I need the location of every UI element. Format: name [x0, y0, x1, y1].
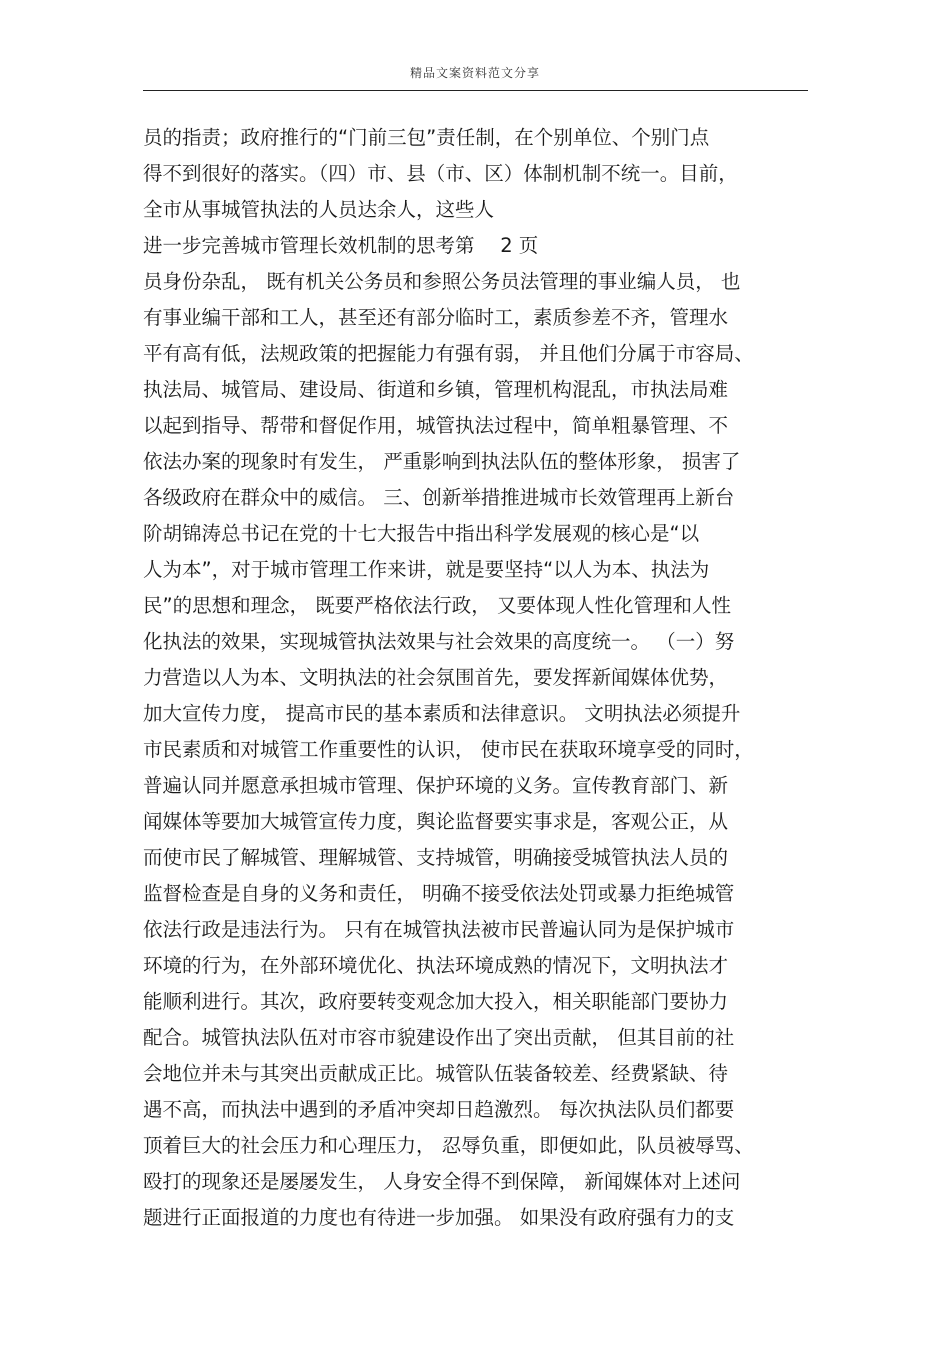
text-line: 依法办案的现象时有发生， 严重影响到执法队伍的整体形象， 损害了 [143, 450, 741, 473]
text-line: 环境的行为，在外部环境优化、执法环境成熟的情况下，文明执法才 [143, 954, 729, 977]
text-line: 得不到很好的落实。（四）市、县（市、区）体制机制不统一。目前， [143, 162, 738, 185]
text-line: 遇不高，而执法中遇到的矛盾冲突却日趋激烈。 每次执法队员们都要 [143, 1098, 735, 1121]
text-line: 执法局、城管局、建设局、街道和乡镇，管理机构混乱，市执法局难 [143, 378, 729, 401]
text-line: 员的指责；政府推行的“门前三包”责任制，在个别单位、个别门点 [143, 126, 710, 149]
document-body [143, 120, 813, 1236]
text-line: 阶胡锦涛总书记在党的十七大报告中指出科学发展观的核心是“以 [143, 522, 700, 545]
text-line: 配合。城管执法队伍对市容市貌建设作出了突出贡献， 但其目前的社 [143, 1026, 735, 1049]
text-line: 平有高有低，法规政策的把握能力有强有弱， 并且他们分属于市容局、 [143, 342, 754, 365]
text-line: 普遍认同并愿意承担城市管理、保护环境的义务。宣传教育部门、新 [143, 774, 729, 797]
page-header: 精品文案资料范文分享 [409, 66, 540, 80]
text-line: 加大宣传力度， 提高市民的基本素质和法律意识。 文明执法必须提升 [143, 702, 741, 725]
text-line: 顶着巨大的社会压力和心理压力， 忍辱负重，即便如此，队员被辱骂、 [143, 1134, 754, 1157]
text-line: 而使市民了解城管、理解城管、支持城管，明确接受城管执法人员的 [143, 846, 729, 869]
text-line: 会地位并未与其突出贡献成正比。城管队伍装备较差、经费紧缺、待 [143, 1062, 729, 1085]
text-line: 能顺利进行。其次，政府要转变观念加大投入，相关职能部门要协力 [143, 990, 729, 1013]
text-line: 民”的思想和理念， 既要严格依法行政， 又要体现人性化管理和人性 [143, 594, 731, 617]
text-line: 殴打的现象还是屡屡发生， 人身安全得不到保障， 新闻媒体对上述问 [143, 1170, 741, 1193]
page-number-line: 进一步完善城市管理长效机制的思考第 2 页 [143, 234, 539, 257]
text-line: 各级政府在群众中的威信。 三、创新举措推进城市长效管理再上新台 [143, 486, 735, 509]
text-line: 依法行政是违法行为。 只有在城管执法被市民普遍认同为是保护城市 [143, 918, 735, 941]
text-line: 题进行正面报道的力度也有待进一步加强。 如果没有政府强有力的支 [143, 1206, 735, 1229]
text-line: 闻媒体等要加大城管宣传力度，舆论监督要实事求是，客观公正，从 [143, 810, 729, 833]
text-line: 全市从事城管执法的人员达余人，这些人 [143, 198, 495, 221]
text-line: 人为本”，对于城市管理工作来讲，就是要坚持“以人为本、执法为 [143, 558, 710, 581]
text-line: 监督检查是自身的义务和责任， 明确不接受依法处罚或暴力拒绝城管 [143, 882, 735, 905]
text-line: 有事业编干部和工人，甚至还有部分临时工，素质参差不齐，管理水 [143, 306, 729, 329]
text-line: 以起到指导、帮带和督促作用，城管执法过程中，简单粗暴管理、不 [143, 414, 729, 437]
text-line: 市民素质和对城管工作重要性的认识， 使市民在获取环境享受的同时， [143, 738, 754, 761]
text-line: 力营造以人为本、文明执法的社会氛围首先，要发挥新闻媒体优势， [143, 666, 729, 689]
text-line: 化执法的效果，实现城管执法效果与社会效果的高度统一。 （一）努 [143, 630, 735, 653]
header-divider [143, 90, 808, 91]
text-line: 员身份杂乱， 既有机关公务员和参照公务员法管理的事业编人员， 也 [143, 270, 741, 293]
